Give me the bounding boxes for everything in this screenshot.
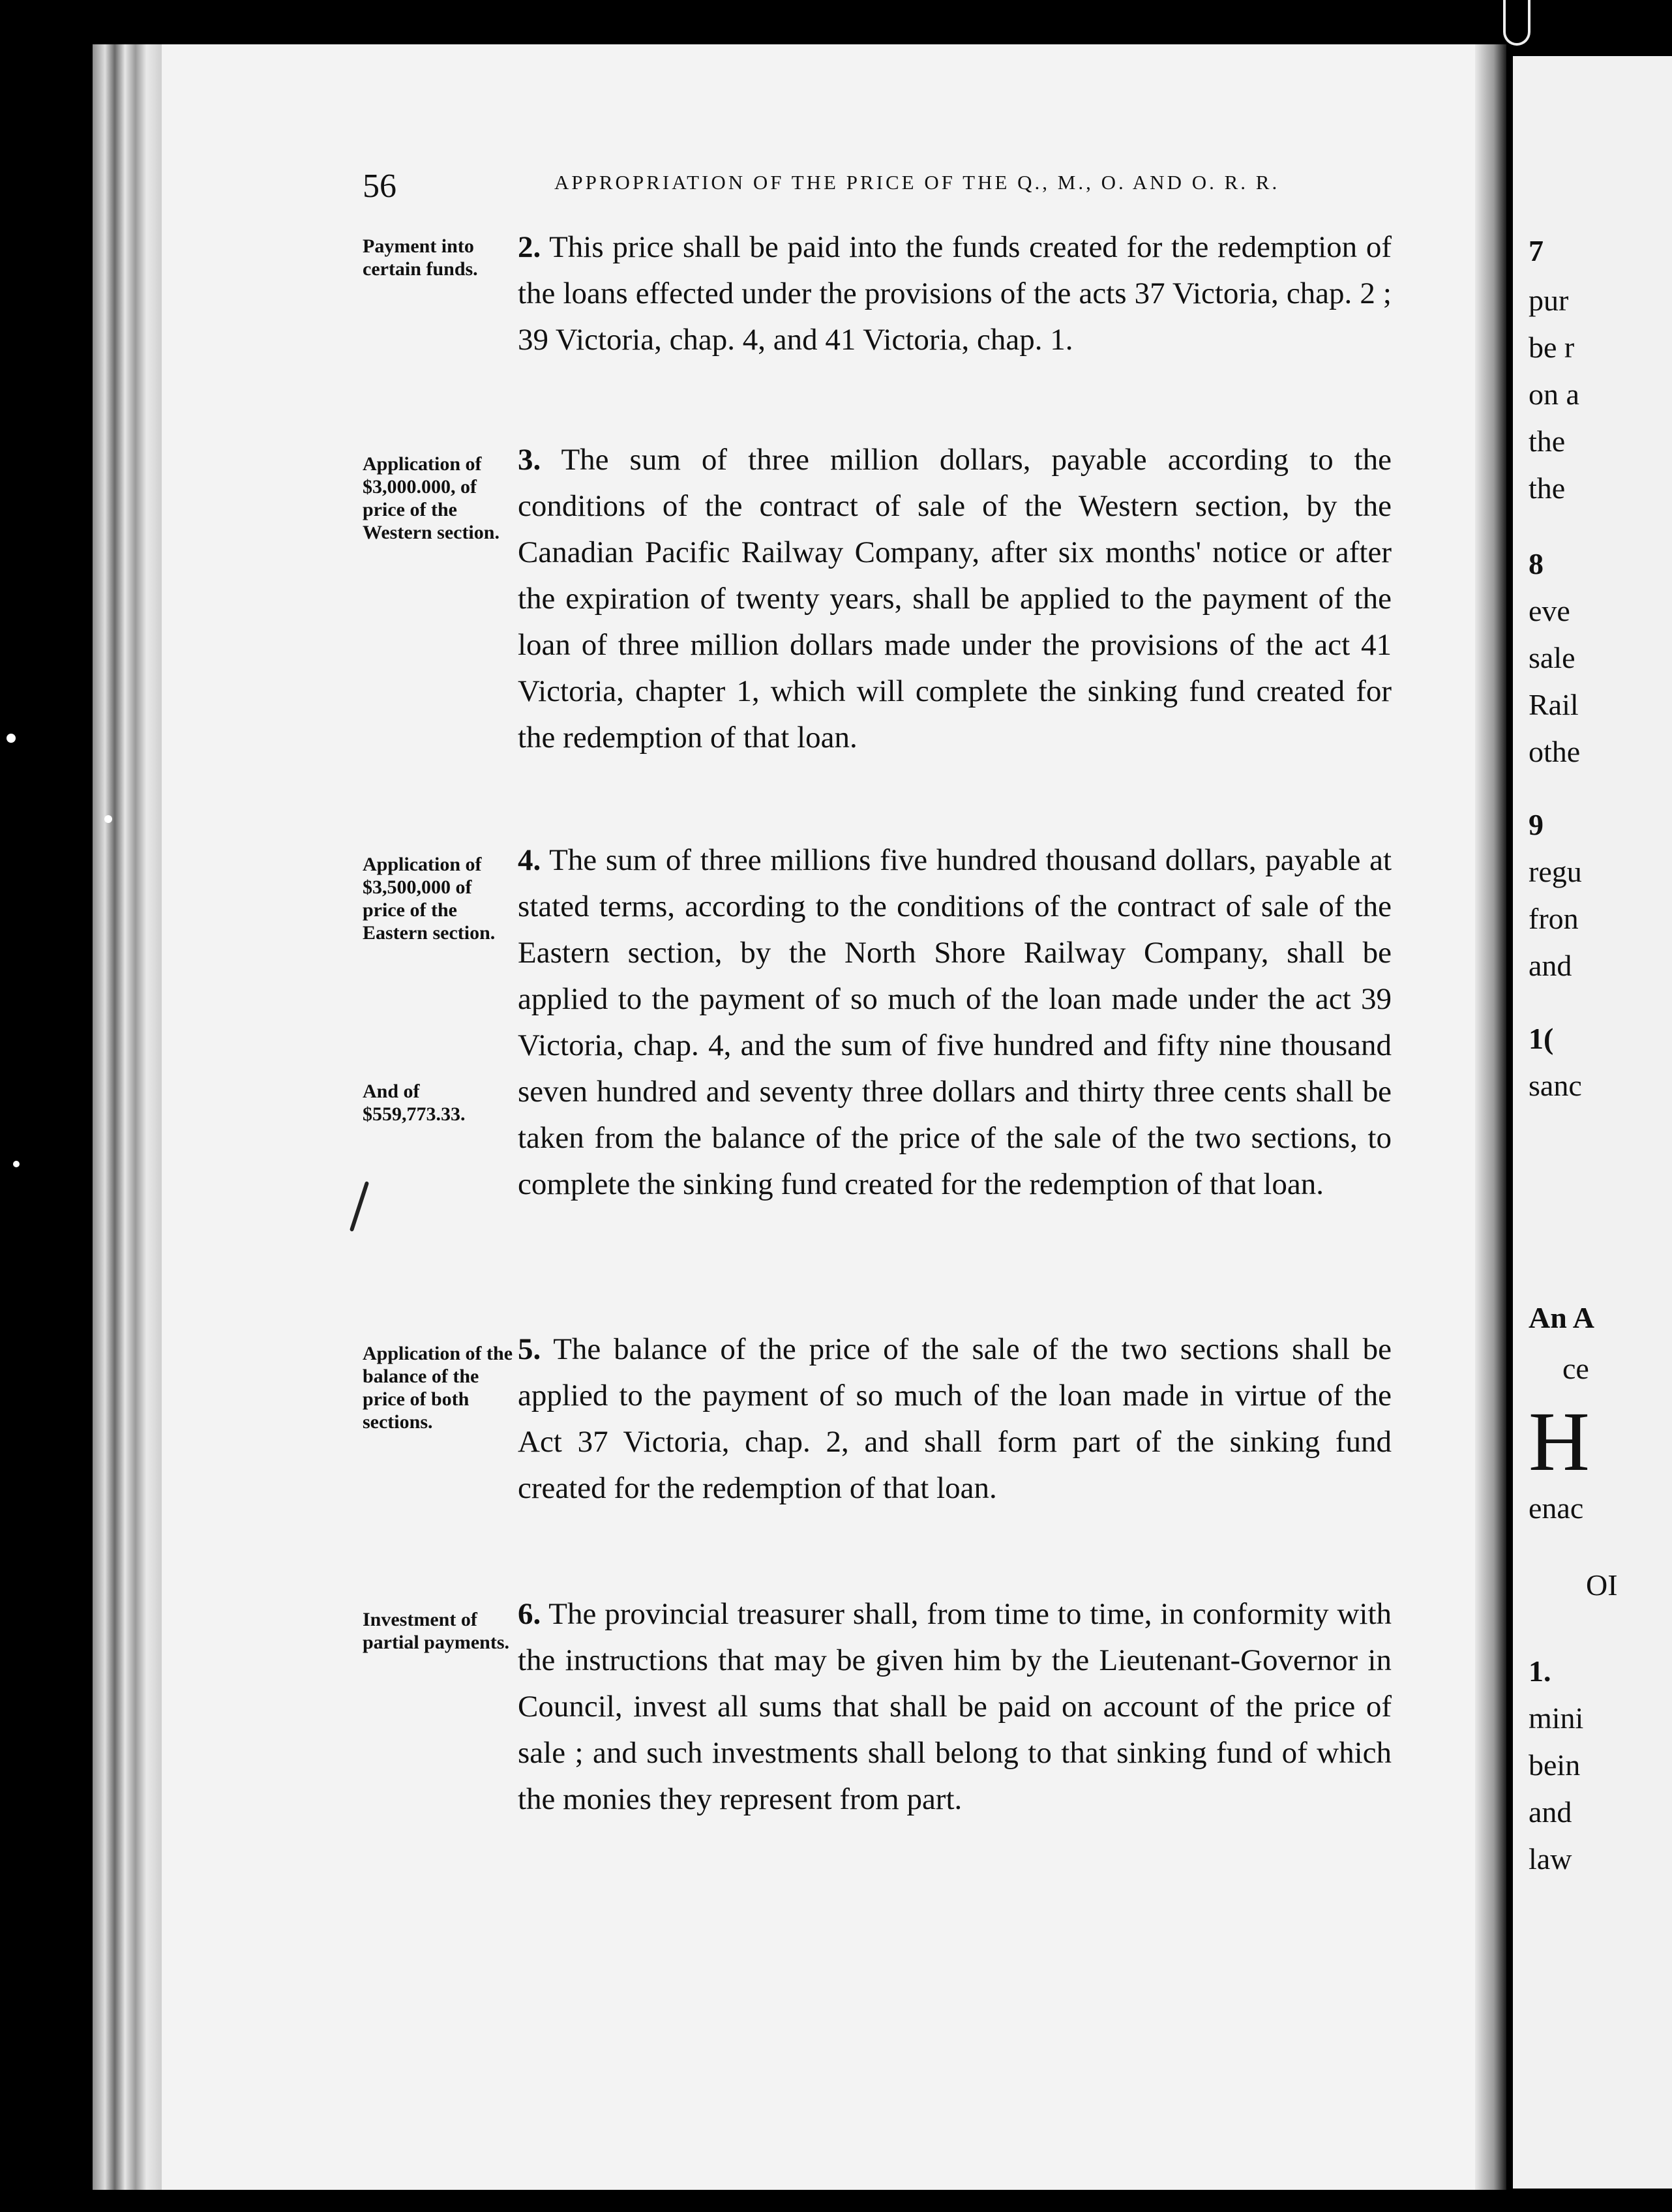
section-2-paragraph <box>518 224 1392 363</box>
section-4-paragraph <box>518 837 1392 1208</box>
next-page-text: enac <box>1529 1491 1584 1525</box>
next-page-text: fron <box>1529 902 1579 935</box>
margin-note: Investment of partial payments. <box>363 1609 509 1653</box>
margin-note: Application of $3,500,000 of price of the Eastern section. <box>363 854 496 944</box>
next-page-text: 9 <box>1529 808 1544 841</box>
next-page-text: 7 <box>1529 234 1544 267</box>
next-page-text: othe <box>1529 735 1581 768</box>
next-page-text: regu <box>1529 855 1582 888</box>
next-page-text: and <box>1529 949 1572 982</box>
scan-speck <box>13 1161 20 1167</box>
section-6-paragraph <box>518 1591 1392 1823</box>
margin-note: Application of $3,000.000, of price of the Western section. <box>363 453 500 543</box>
next-page-text: ce <box>1562 1352 1589 1385</box>
next-page-text: sanc <box>1529 1069 1582 1102</box>
next-page-text: be r <box>1529 331 1575 364</box>
scan-speck <box>7 734 16 743</box>
next-page-text: bein <box>1529 1748 1581 1782</box>
next-page-text: and <box>1529 1795 1572 1829</box>
section-5-paragraph <box>518 1326 1392 1512</box>
next-page-fragment <box>1513 56 1672 2189</box>
next-page-text: 8 <box>1529 547 1544 580</box>
section-number: 5. <box>518 1332 541 1366</box>
next-page-text: 1. <box>1529 1654 1551 1688</box>
next-page-text: pur <box>1529 284 1569 317</box>
book-spine <box>93 44 162 2190</box>
next-page-text: sale <box>1529 641 1575 674</box>
next-page-text: An A <box>1529 1301 1594 1334</box>
section-text: The balance of the price of the sale of the two sections shall be applied to the payment of so much of the loan made in virtue of the Act 37 Victoria, chap. 2, and shall form part of the sinking fund created for the redemption of that loan. <box>518 1332 1392 1505</box>
next-page-text: the <box>1529 471 1566 505</box>
margin-note: Application of the balance of the price of both sections. <box>363 1343 513 1433</box>
section-number: 6. <box>518 1597 541 1631</box>
scan-speck <box>104 815 112 823</box>
next-page-text: law <box>1529 1842 1572 1876</box>
margin-note: Payment into certain funds. <box>363 235 478 280</box>
section-text: This price shall be paid into the funds created for the redemption of the loans effected under the provisions of the acts 37 Victoria, chap. 2 ; 39 Victoria, chap. 4, and 41 Victoria, chap. 1. <box>518 230 1392 357</box>
section-number: 4. <box>518 843 541 877</box>
next-page-text: mini <box>1529 1701 1584 1735</box>
next-page-text: Rail <box>1529 688 1579 721</box>
section-number: 3. <box>518 443 541 477</box>
page-gutter-shadow <box>1475 44 1506 2190</box>
next-page-text: H <box>1529 1395 1590 1489</box>
next-page-text: 1( <box>1529 1022 1554 1055</box>
section-3-paragraph <box>518 437 1392 761</box>
section-text: The sum of three millions five hundred thousand dollars, payable at stated terms, according to the conditions of the contract of sale of the Eastern section, by the North Shore Railway Company, shall be applied to the payment of so much of the loan made under the act 39 Victoria, chap. 4, and the sum of five hundred and fifty nine thousand seven hundred and seventy three dollars and thirty three cents shall be taken from the balance of the price of the sale of the two sections, to complete the sinking fund created for the redemption of that loan. <box>518 843 1392 1201</box>
page-number: 56 <box>363 168 396 205</box>
corner-mark <box>1503 0 1530 46</box>
running-head: APPROPRIATION OF THE PRICE OF THE Q., M., O. AND O. R. R. <box>554 171 1280 194</box>
section-number: 2. <box>518 230 541 264</box>
section-text: The sum of three million dollars, payable according to the conditions of the contract of sale of the Western section, by the Canadian Pacific Railway Company, after six months' notice or after the expiration of twenty years, shall be applied to the payment of the loan of three million dollars made under the provisions of the act 41 Victoria, chapter 1, which will complete the sinking fund created for the redemption of that loan. <box>518 443 1392 755</box>
next-page-text: on a <box>1529 378 1579 411</box>
next-page-text: the <box>1529 425 1566 458</box>
section-text: The provincial treasurer shall, from time to time, in conformity with the instructions that may be given him by the Lieutenant-Governor in Council, invest all sums that shall be paid on account of the price of sale ; and such investments shall belong to that sinking fund of which the monies they represent from part. <box>518 1597 1392 1816</box>
next-page-text: OI <box>1586 1568 1618 1602</box>
margin-note: And of $559,773.33. <box>363 1081 466 1125</box>
next-page-text: eve <box>1529 594 1570 627</box>
